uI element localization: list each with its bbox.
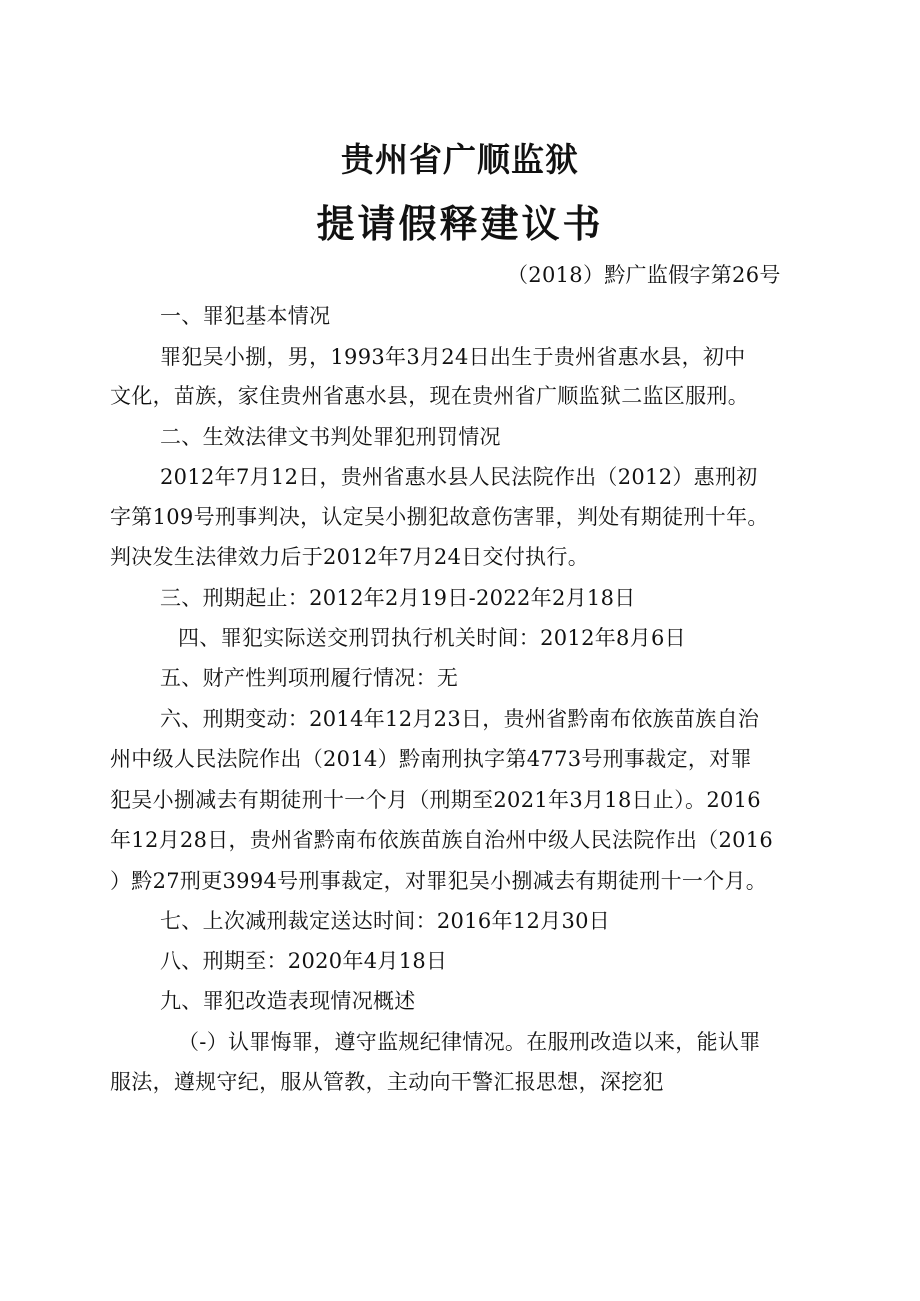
section-heading-last-ruling: 七、上次减刑裁定送达时间：2016年12月30日 <box>160 909 611 933</box>
body-text-line: 州中级人民法院作出（2014）黔南刑执字第4773号刑事裁定，对罪 <box>110 747 752 771</box>
section-heading-term-change: 六、刑期变动：2014年12月23日，贵州省黔南布依族苗族自治 <box>160 707 760 731</box>
body-text-line: （-）认罪悔罪，遵守监规纪律情况。在服刑改造以来，能认罪 <box>178 1030 761 1054</box>
section-heading-property: 五、财产性判项刑履行情况：无 <box>160 666 459 690</box>
body-text-line: 服法，遵规守纪，服从管教，主动向干警汇报思想，深挖犯 <box>110 1070 664 1094</box>
body-text-line: ）黔27刑更3994号刑事裁定，对罪犯吴小捌减去有期徒刑十一个月。 <box>110 869 768 893</box>
body-text-line: 罪犯吴小捌，男，1993年3月24日出生于贵州省惠水县，初中 <box>160 345 746 369</box>
section-heading-basic-info: 一、罪犯基本情况 <box>160 304 331 328</box>
body-text-line: 判决发生法律效力后于2012年7月24日交付执行。 <box>110 545 590 569</box>
document-number: （2018）黔广监假字第26号 <box>507 263 781 287</box>
section-heading-delivery-time: 四、罪犯实际送交刑罚执行机关时间：2012年8月6日 <box>178 626 686 650</box>
document-title: 提请假释建议书 <box>316 201 604 246</box>
body-text-line: 年12月28日，贵州省黔南布依族苗族自治州中级人民法院作出（2016 <box>110 828 774 852</box>
body-text-line: 字第109号刑事判决，认定吴小捌犯故意伤害罪，判处有期徒刑十年。 <box>110 505 769 529</box>
body-text-line: 文化，苗族，家住贵州省惠水县，现在贵州省广顺监狱二监区服刑。 <box>110 384 749 408</box>
body-text-line: 犯吴小捌减去有期徒刑十一个月（刑期至2021年3月18日止）。2016 <box>110 788 761 812</box>
section-heading-term-end: 八、刑期至：2020年4月18日 <box>160 949 448 973</box>
section-heading-term: 三、刑期起止：2012年2月19日-2022年2月18日 <box>160 586 636 610</box>
organization-name: 贵州省广顺监狱 <box>341 140 579 179</box>
section-heading-sentence: 二、生效法律文书判处罪犯刑罚情况 <box>160 425 501 449</box>
body-text-line: 2012年7月12日，贵州省惠水县人民法院作出（2012）惠刑初 <box>160 465 758 489</box>
section-heading-behavior: 九、罪犯改造表现情况概述 <box>160 989 416 1013</box>
